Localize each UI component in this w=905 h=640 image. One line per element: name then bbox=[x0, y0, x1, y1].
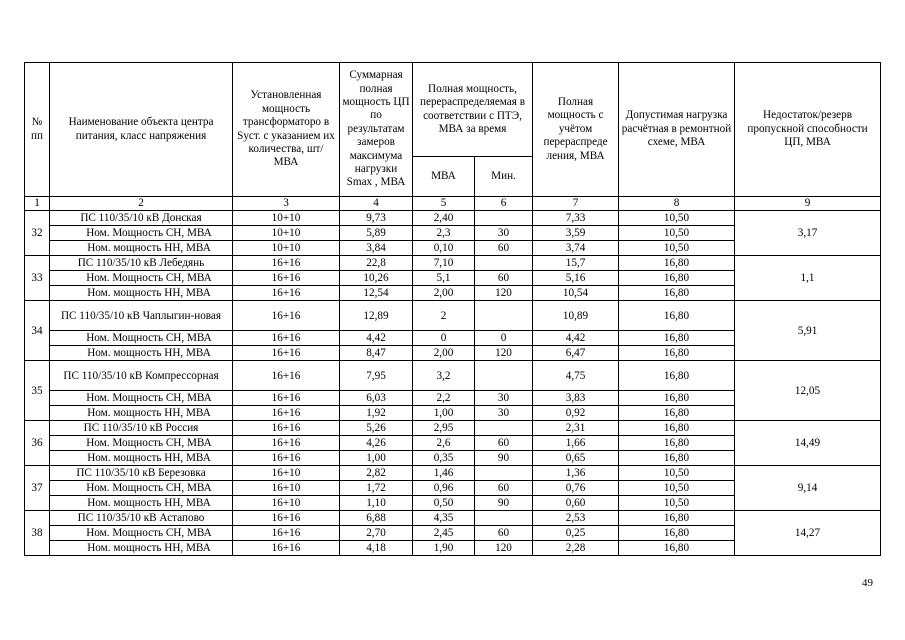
cell-c6: 0 bbox=[475, 331, 533, 346]
cell-c5: 2,95 bbox=[413, 421, 475, 436]
cell-c3: 16+16 bbox=[233, 331, 340, 346]
table-row bbox=[25, 211, 881, 226]
cell-c4: 8,47 bbox=[340, 346, 413, 361]
object-name: Ном. мощность НН, МВА bbox=[50, 241, 233, 256]
cell-c5: 2 bbox=[413, 301, 475, 331]
object-name: Ном. Мощность СН, МВА bbox=[50, 331, 233, 346]
cell-c5: 0,10 bbox=[413, 241, 475, 256]
cell-c6: 90 bbox=[475, 496, 533, 511]
cell-c5: 1,46 bbox=[413, 466, 475, 481]
cell-c6: 60 bbox=[475, 481, 533, 496]
object-name: Ном. мощность НН, МВА bbox=[50, 541, 233, 556]
cell-c7: 0,65 bbox=[533, 451, 619, 466]
row-number: 32 bbox=[25, 211, 50, 256]
table-row bbox=[25, 361, 881, 391]
column-number: 1 bbox=[25, 197, 50, 211]
cell-c8: 16,80 bbox=[619, 421, 735, 436]
column-number: 3 bbox=[233, 197, 340, 211]
cell-c6: 30 bbox=[475, 406, 533, 421]
cell-c4: 1,10 bbox=[340, 496, 413, 511]
cell-c3: 16+16 bbox=[233, 511, 340, 526]
object-name: ПС 110/35/10 кВ Березовка bbox=[50, 466, 233, 481]
cell-c5: 1,90 bbox=[413, 541, 475, 556]
cell-c6: 120 bbox=[475, 286, 533, 301]
object-name: Ном. мощность НН, МВА bbox=[50, 451, 233, 466]
cell-c7: 2,31 bbox=[533, 421, 619, 436]
header-allowed-load: Допустимая нагрузка расчётная в ремонтной схеме, МВА bbox=[619, 63, 735, 197]
cell-c7: 2,53 bbox=[533, 511, 619, 526]
table-row bbox=[25, 301, 881, 331]
cell-c3: 16+16 bbox=[233, 526, 340, 541]
cell-c7: 10,89 bbox=[533, 301, 619, 331]
cell-c7: 0,92 bbox=[533, 406, 619, 421]
row-number: 38 bbox=[25, 511, 50, 556]
row-number: 36 bbox=[25, 421, 50, 466]
cell-c5: 5,1 bbox=[413, 271, 475, 286]
row-number: 34 bbox=[25, 301, 50, 361]
cell-c6 bbox=[475, 211, 533, 226]
cell-c3: 16+16 bbox=[233, 301, 340, 331]
cell-c8: 16,80 bbox=[619, 511, 735, 526]
cell-c4: 9,73 bbox=[340, 211, 413, 226]
cell-c4: 7,95 bbox=[340, 361, 413, 391]
object-name: ПС 110/35/10 кВ Астапово bbox=[50, 511, 233, 526]
cell-c8: 16,80 bbox=[619, 331, 735, 346]
object-name: Ном. Мощность СН, МВА bbox=[50, 436, 233, 451]
cell-c3: 16+16 bbox=[233, 436, 340, 451]
cell-c7: 1,66 bbox=[533, 436, 619, 451]
cell-c8: 10,50 bbox=[619, 466, 735, 481]
cell-c6 bbox=[475, 301, 533, 331]
object-name: Ном. Мощность СН, МВА bbox=[50, 481, 233, 496]
cell-c7: 5,16 bbox=[533, 271, 619, 286]
cell-c6 bbox=[475, 256, 533, 271]
column-number: 8 bbox=[619, 197, 735, 211]
cell-c4: 12,89 bbox=[340, 301, 413, 331]
cell-c4: 1,00 bbox=[340, 451, 413, 466]
cell-c4: 12,54 bbox=[340, 286, 413, 301]
cell-c4: 2,70 bbox=[340, 526, 413, 541]
cell-c6: 120 bbox=[475, 541, 533, 556]
cell-c3: 16+10 bbox=[233, 496, 340, 511]
reserve-value: 14,49 bbox=[735, 421, 881, 466]
cell-c8: 16,80 bbox=[619, 286, 735, 301]
cell-c3: 10+10 bbox=[233, 241, 340, 256]
cell-c4: 1,92 bbox=[340, 406, 413, 421]
row-number: 33 bbox=[25, 256, 50, 301]
cell-c6: 60 bbox=[475, 526, 533, 541]
cell-c3: 16+16 bbox=[233, 361, 340, 391]
cell-c5: 3,2 bbox=[413, 361, 475, 391]
cell-c7: 4,75 bbox=[533, 361, 619, 391]
cell-c6 bbox=[475, 466, 533, 481]
cell-c8: 16,80 bbox=[619, 271, 735, 286]
cell-c4: 1,72 bbox=[340, 481, 413, 496]
table-row bbox=[25, 466, 881, 481]
cell-c7: 10,54 bbox=[533, 286, 619, 301]
object-name: ПС 110/35/10 кВ Россия bbox=[50, 421, 233, 436]
cell-c5: 2,3 bbox=[413, 226, 475, 241]
cell-c3: 16+16 bbox=[233, 451, 340, 466]
reserve-value: 1,1 bbox=[735, 256, 881, 301]
cell-c7: 7,33 bbox=[533, 211, 619, 226]
cell-c5: 0 bbox=[413, 331, 475, 346]
cell-c4: 4,18 bbox=[340, 541, 413, 556]
cell-c6: 60 bbox=[475, 436, 533, 451]
cell-c7: 1,36 bbox=[533, 466, 619, 481]
header-full-power: Полная мощность с учётом перераспреде ления, МВА bbox=[533, 63, 619, 197]
cell-c8: 16,80 bbox=[619, 346, 735, 361]
row-number: 35 bbox=[25, 361, 50, 421]
cell-c3: 10+10 bbox=[233, 226, 340, 241]
cell-c7: 0,60 bbox=[533, 496, 619, 511]
header-total-power: Суммарная полная мощность ЦП по результатам замеров максимума нагрузки Smax , МВА bbox=[340, 63, 413, 197]
cell-c5: 7,10 bbox=[413, 256, 475, 271]
header-redistributed-power: Полная мощность, перераспределяемая в соответствии с ПТЭ, МВА за время bbox=[413, 63, 533, 157]
cell-c3: 16+10 bbox=[233, 481, 340, 496]
cell-c7: 4,42 bbox=[533, 331, 619, 346]
reserve-value: 14,27 bbox=[735, 511, 881, 556]
cell-c5: 2,45 bbox=[413, 526, 475, 541]
cell-c8: 16,80 bbox=[619, 541, 735, 556]
object-name: Ном. Мощность СН, МВА bbox=[50, 526, 233, 541]
object-name: Ном. мощность НН, МВА bbox=[50, 286, 233, 301]
column-number: 6 bbox=[475, 197, 533, 211]
cell-c5: 4,35 bbox=[413, 511, 475, 526]
cell-c3: 16+16 bbox=[233, 271, 340, 286]
column-number: 7 bbox=[533, 197, 619, 211]
cell-c4: 5,89 bbox=[340, 226, 413, 241]
object-name: ПС 110/35/10 кВ Донская bbox=[50, 211, 233, 226]
header-object-name: Наименование объекта центра питания, класс напряжения bbox=[50, 63, 233, 197]
cell-c8: 16,80 bbox=[619, 406, 735, 421]
cell-c3: 16+16 bbox=[233, 391, 340, 406]
object-name: Ном. мощность НН, МВА bbox=[50, 406, 233, 421]
cell-c5: 2,2 bbox=[413, 391, 475, 406]
object-name: ПС 110/35/10 кВ Лебедянь bbox=[50, 256, 233, 271]
column-number: 2 bbox=[50, 197, 233, 211]
cell-c5: 2,00 bbox=[413, 346, 475, 361]
cell-c8: 10,50 bbox=[619, 496, 735, 511]
row-number: 37 bbox=[25, 466, 50, 511]
header-mva: МВА bbox=[413, 157, 475, 197]
cell-c8: 16,80 bbox=[619, 361, 735, 391]
cell-c6: 60 bbox=[475, 271, 533, 286]
cell-c8: 10,50 bbox=[619, 481, 735, 496]
cell-c7: 3,83 bbox=[533, 391, 619, 406]
cell-c3: 16+16 bbox=[233, 256, 340, 271]
cell-c8: 16,80 bbox=[619, 451, 735, 466]
cell-c7: 0,76 bbox=[533, 481, 619, 496]
cell-c6: 30 bbox=[475, 226, 533, 241]
column-number: 5 bbox=[413, 197, 475, 211]
reserve-value: 3,17 bbox=[735, 211, 881, 256]
power-capacity-table bbox=[24, 62, 881, 556]
cell-c5: 0,50 bbox=[413, 496, 475, 511]
cell-c6 bbox=[475, 421, 533, 436]
cell-c8: 16,80 bbox=[619, 301, 735, 331]
cell-c7: 3,59 bbox=[533, 226, 619, 241]
cell-c4: 4,42 bbox=[340, 331, 413, 346]
cell-c6: 30 bbox=[475, 391, 533, 406]
cell-c5: 2,6 bbox=[413, 436, 475, 451]
cell-c7: 15,7 bbox=[533, 256, 619, 271]
cell-c8: 10,50 bbox=[619, 211, 735, 226]
header-number: № пп bbox=[25, 63, 50, 197]
cell-c3: 16+10 bbox=[233, 466, 340, 481]
cell-c4: 6,03 bbox=[340, 391, 413, 406]
header-installed-power: Установленная мощность трансформаторо в Sуст. с указанием их количества, шт/ МВА bbox=[233, 63, 340, 197]
table-row bbox=[25, 421, 881, 436]
object-name: ПС 110/35/10 кВ Чаплыгин-новая bbox=[50, 301, 233, 331]
cell-c8: 16,80 bbox=[619, 391, 735, 406]
cell-c5: 2,00 bbox=[413, 286, 475, 301]
table-row bbox=[25, 256, 881, 271]
cell-c8: 10,50 bbox=[619, 241, 735, 256]
cell-c4: 2,82 bbox=[340, 466, 413, 481]
reserve-value: 12,05 bbox=[735, 361, 881, 421]
header-reserve: Недостаток/резерв пропускной способности ЦП, МВА bbox=[735, 63, 881, 197]
table-row bbox=[25, 511, 881, 526]
cell-c7: 3,74 bbox=[533, 241, 619, 256]
cell-c8: 10,50 bbox=[619, 226, 735, 241]
cell-c4: 5,26 bbox=[340, 421, 413, 436]
cell-c4: 3,84 bbox=[340, 241, 413, 256]
cell-c3: 16+16 bbox=[233, 346, 340, 361]
header-minutes: Мин. bbox=[475, 157, 533, 197]
reserve-value: 5,91 bbox=[735, 301, 881, 361]
cell-c8: 16,80 bbox=[619, 256, 735, 271]
cell-c4: 10,26 bbox=[340, 271, 413, 286]
cell-c6: 120 bbox=[475, 346, 533, 361]
cell-c7: 2,28 bbox=[533, 541, 619, 556]
cell-c3: 16+16 bbox=[233, 286, 340, 301]
object-name: Ном. мощность НН, МВА bbox=[50, 346, 233, 361]
cell-c6 bbox=[475, 511, 533, 526]
column-numbers-row bbox=[25, 197, 881, 211]
cell-c3: 10+10 bbox=[233, 211, 340, 226]
cell-c6: 60 bbox=[475, 241, 533, 256]
cell-c3: 16+16 bbox=[233, 541, 340, 556]
cell-c5: 0,96 bbox=[413, 481, 475, 496]
column-number: 9 bbox=[735, 197, 881, 211]
cell-c7: 6,47 bbox=[533, 346, 619, 361]
cell-c4: 6,88 bbox=[340, 511, 413, 526]
object-name: ПС 110/35/10 кВ Компрессорная bbox=[50, 361, 233, 391]
cell-c6 bbox=[475, 361, 533, 391]
object-name: Ном. Мощность СН, МВА bbox=[50, 391, 233, 406]
cell-c4: 4,26 bbox=[340, 436, 413, 451]
page-number: 49 bbox=[862, 577, 873, 589]
cell-c6: 90 bbox=[475, 451, 533, 466]
reserve-value: 9,14 bbox=[735, 466, 881, 511]
column-number: 4 bbox=[340, 197, 413, 211]
object-name: Ном. Мощность СН, МВА bbox=[50, 226, 233, 241]
cell-c8: 16,80 bbox=[619, 526, 735, 541]
cell-c5: 1,00 bbox=[413, 406, 475, 421]
cell-c7: 0,25 bbox=[533, 526, 619, 541]
object-name: Ном. мощность НН, МВА bbox=[50, 496, 233, 511]
cell-c5: 2,40 bbox=[413, 211, 475, 226]
cell-c3: 16+16 bbox=[233, 421, 340, 436]
cell-c5: 0,35 bbox=[413, 451, 475, 466]
cell-c4: 22,8 bbox=[340, 256, 413, 271]
cell-c3: 16+16 bbox=[233, 406, 340, 421]
object-name: Ном. Мощность СН, МВА bbox=[50, 271, 233, 286]
cell-c8: 16,80 bbox=[619, 436, 735, 451]
